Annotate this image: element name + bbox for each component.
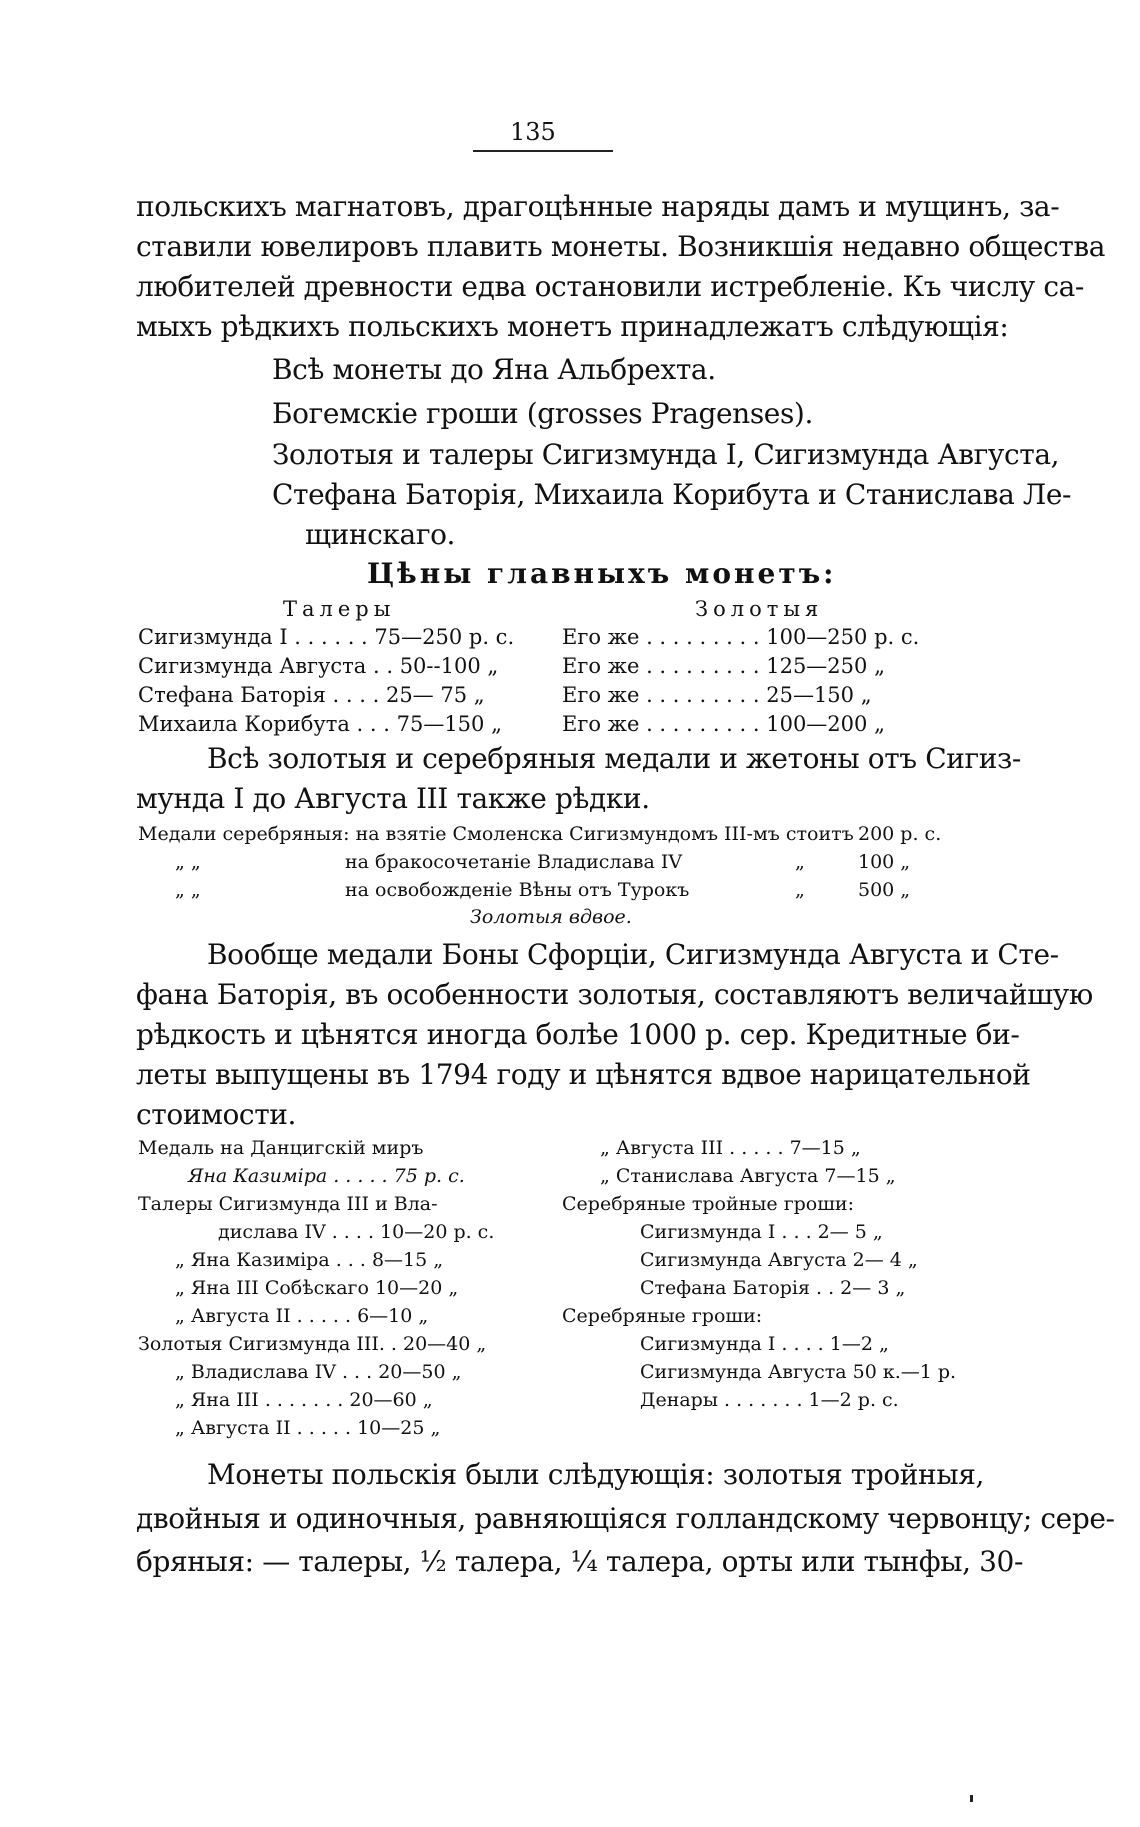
silver-medal-label: на освобожденіе Вѣны отъ Турокъ [345,879,690,901]
ditto-mark: „ „ [175,851,201,873]
silver-medal-value: 200 р. с. [858,823,942,845]
list-left-item: „ Владислава IV . . . 20—50 „ [175,1361,462,1383]
rare-list-item: щинскаго. [305,518,456,551]
list-left-item: „ Августа II . . . . . 6—10 „ [175,1305,429,1327]
list-right-item: Сигизмунда Августа 2— 4 „ [640,1249,918,1271]
rare-list-item: Стефана Баторія, Михаила Корибута и Станислава Ле- [272,478,1072,511]
price-row-right: Его же . . . . . . . . . 100—200 „ [562,712,885,736]
prices-title: Цѣны главныхъ монетъ: [367,557,837,590]
list-left-item: дислава IV . . . . 10—20 р. с. [218,1221,495,1243]
rare-list-item: Всѣ монеты до Яна Альбрехта. [272,353,716,386]
silver-medal-label: на бракосочетаніе Владислава IV [345,851,683,873]
price-row-left: Сигизмунда Августа . . 50--100 „ [138,654,499,678]
price-row-left: Сигизмунда I . . . . . . 75—250 р. с. [138,625,515,649]
list-right-item: Стефана Баторія . . 2— 3 „ [640,1277,906,1299]
price-row-right: Его же . . . . . . . . . 125—250 „ [562,654,885,678]
list-right-item: Серебряные тройные гроши: [562,1193,854,1215]
page-number: 135 [510,118,556,146]
paragraph-line: ставили ювелировъ плавить монеты. Возникшія недавно общества [136,230,1106,263]
paragraph-line: польскихъ магнатовъ, драгоцѣнные наряды дамъ и мущинъ, за- [136,190,1060,223]
paragraph-line: стоимости. [136,1098,297,1131]
medals-line: Всѣ золотыя и серебряныя медали и жетоны отъ Сигиз- [207,742,1021,775]
silver-medal-value: 500 „ [858,879,911,901]
list-left-item: Талеры Сигизмунда III и Вла- [138,1193,438,1215]
list-left-item: Медаль на Данцигскій миръ [138,1137,424,1159]
paragraph-line: леты выпущены въ 1794 году и цѣнятся вдвое нарицательной [136,1058,1031,1091]
silver-medal-label: Медали серебряныя: на взятіе Смоленска Сигизмундомъ III-мъ стоитъ [138,823,854,845]
ditto-mark: „ [795,879,805,901]
silver-medal-value: 100 „ [858,851,911,873]
paragraph-line: любителей древности едва остановили истребленіе. Къ числу са- [136,270,1084,303]
thalers-header: Талеры [283,597,396,621]
paragraph-line: мыхъ рѣдкихъ польскихъ монетъ принадлежатъ слѣдующія: [136,310,1009,343]
price-row-left: Стефана Баторія . . . . 25— 75 „ [138,683,485,707]
list-left-item: Золотыя Сигизмунда III. . 20—40 „ [138,1333,487,1355]
rare-list-item: Богемскіе гроши (grosses Pragenses). [272,397,813,430]
print-mark [970,1795,973,1802]
header-rule [473,150,613,152]
price-row-right: Его же . . . . . . . . . 100—250 р. с. [562,625,920,649]
price-row-left: Михаила Корибута . . . 75—150 „ [138,712,502,736]
gold-header: Золотыя [695,597,824,621]
paragraph-line: двойныя и одиночныя, равняющіяся голландскому червонцу; сере- [136,1502,1115,1535]
list-left-item: „ Августа II . . . . . 10—25 „ [175,1417,441,1439]
paragraph-line: рѣдкость и цѣнятся иногда болѣе 1000 р. сер. Кредитные би- [136,1018,1020,1051]
paragraph-line: Вообще медали Боны Сфорціи, Сигизмунда Августа и Сте- [207,938,1059,971]
rare-list-item: Золотыя и талеры Сигизмунда I, Сигизмунда Августа, [272,438,1060,471]
list-right-item: Сигизмунда Августа 50 к.—1 р. [640,1361,957,1383]
paragraph-line: Монеты польскія были слѣдующія: золотыя тройныя, [207,1458,984,1491]
ditto-mark: „ „ [175,879,201,901]
list-left-item: „ Яна III Собѣскаго 10—20 „ [175,1277,459,1299]
gold-double-note: Золотыя вдвое. [470,906,632,928]
list-left-item: „ Яна Казиміра . . . 8—15 „ [175,1249,444,1271]
list-right-item: „ Станислава Августа 7—15 „ [600,1165,896,1187]
list-right-item: Сигизмунда I . . . 2— 5 „ [640,1221,883,1243]
ditto-mark: „ [795,851,805,873]
list-right-item: Денары . . . . . . . 1—2 р. с. [640,1389,899,1411]
medals-line: мунда I до Августа III также рѣдки. [136,782,650,815]
list-left-item: „ Яна III . . . . . . . 20—60 „ [175,1389,433,1411]
price-row-right: Его же . . . . . . . . . 25—150 „ [562,683,872,707]
paragraph-line: фана Баторія, въ особенности золотыя, составляютъ величайшую [136,978,1093,1011]
list-right-item: Сигизмунда I . . . . 1—2 „ [640,1333,889,1355]
paragraph-line: бряныя: — талеры, ½ талера, ¼ талера, орты или тынфы, 30- [136,1545,1024,1578]
list-right-item: „ Августа III . . . . . 7—15 „ [600,1137,861,1159]
list-right-item: Серебряные гроши: [562,1305,763,1327]
list-left-item: Яна Казиміра . . . . . 75 р. с. [188,1165,465,1187]
